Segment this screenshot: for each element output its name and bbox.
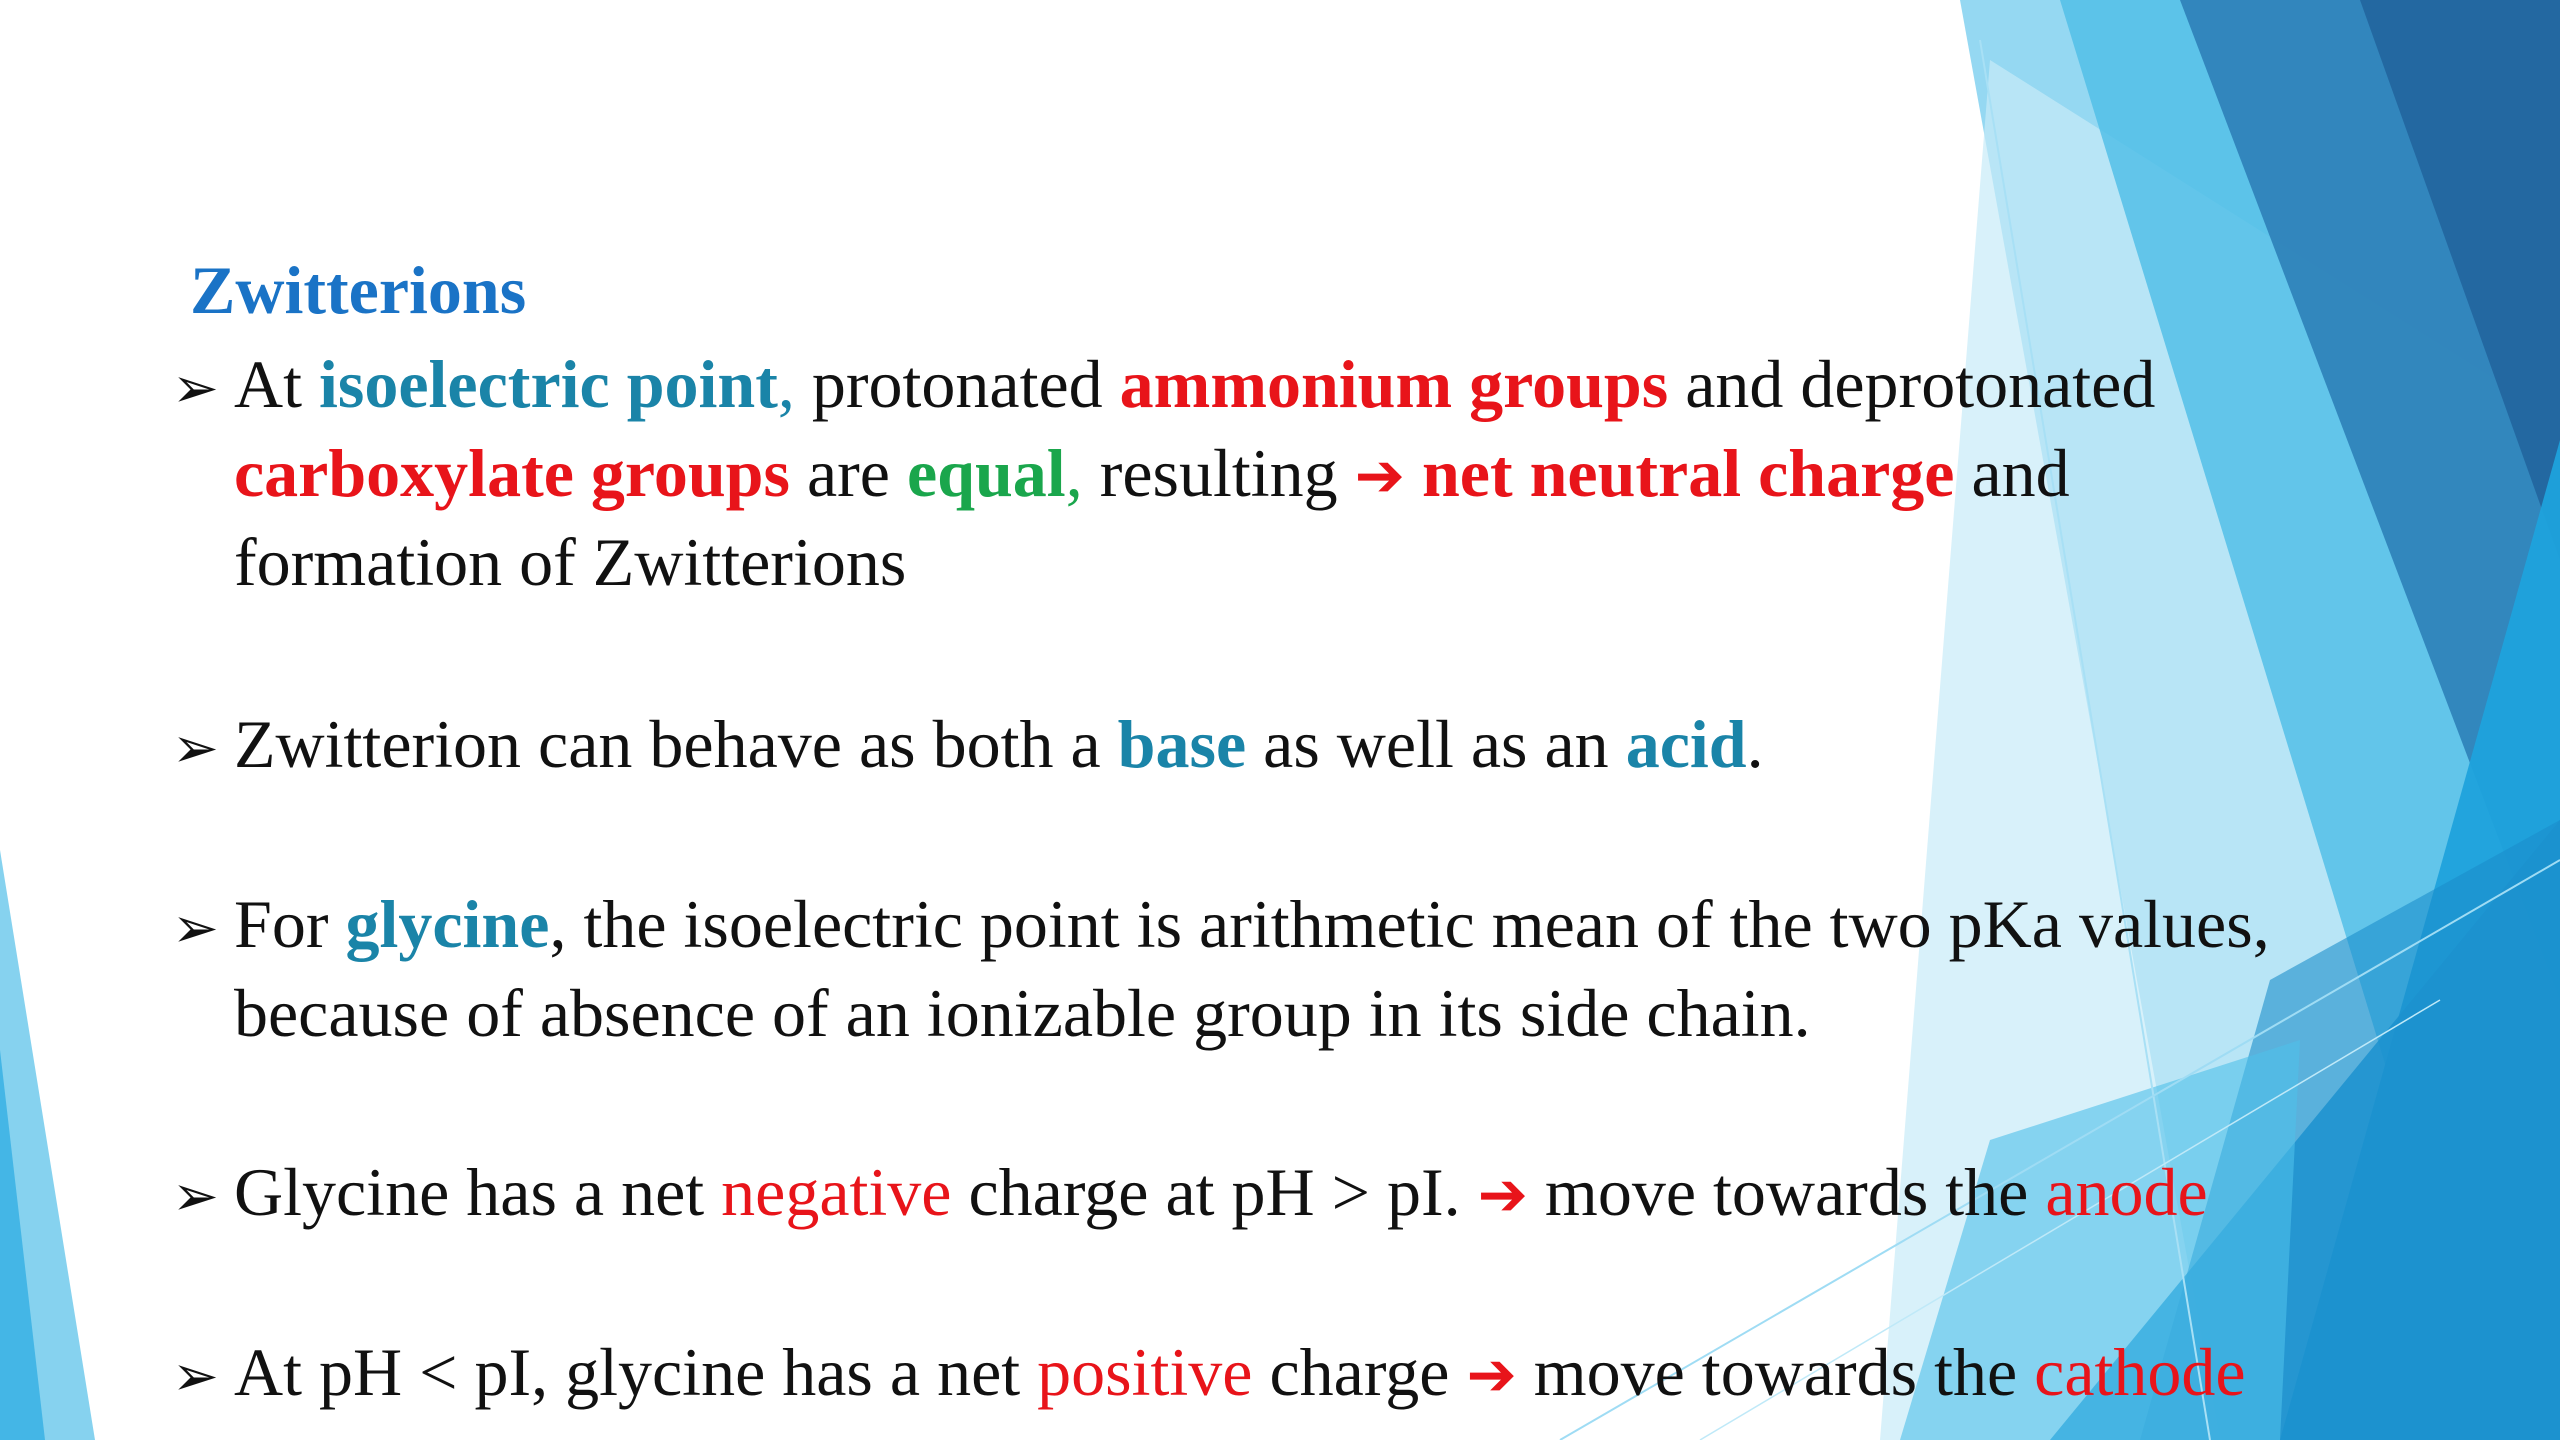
text-segment: and: [1954, 435, 2070, 511]
bullet-line: [172, 700, 1764, 789]
text-segment: and deprotonated: [1668, 346, 2156, 422]
bullet-line: [172, 518, 2155, 607]
bullet-point: [172, 340, 2155, 607]
text-segment: For: [234, 886, 346, 962]
bullet-point: [172, 700, 1764, 789]
text-segment: move towards the: [1516, 1334, 2035, 1410]
bullet-arrow-icon: ➢: [172, 356, 219, 421]
right-arrow-icon: ➔: [1477, 1160, 1528, 1230]
text-segment: At pH < pI, glycine has a net: [234, 1334, 1038, 1410]
slide-heading: Zwitterions: [190, 252, 527, 328]
highlighted-term: positive: [1037, 1334, 1253, 1410]
highlighted-term: negative: [721, 1154, 952, 1230]
highlighted-term: isoelectric point: [319, 346, 778, 422]
text-segment: move towards the: [1527, 1154, 2046, 1230]
highlighted-term: glycine: [345, 886, 550, 962]
text-segment: , the isoelectric point is arithmetic mean of the two pKa values,: [549, 886, 2270, 962]
text-segment: charge at pH > pI.: [951, 1154, 1478, 1230]
bullet-point: [172, 1148, 2208, 1237]
highlighted-term: anode: [2045, 1154, 2208, 1230]
bullet-line: [172, 880, 2270, 969]
bullet-line: [172, 1328, 2246, 1417]
text-segment: resulting: [1082, 435, 1355, 511]
text-segment: At: [234, 346, 319, 422]
highlighted-term: ,: [1065, 435, 1083, 511]
text-segment: .: [1746, 706, 1764, 782]
text-segment: as well as an: [1246, 706, 1626, 782]
text-segment: because of absence of an ionizable group in its side chain.: [234, 975, 1811, 1051]
bullet-arrow-icon: ➢: [172, 1344, 219, 1409]
text-segment: formation of Zwitterions: [234, 524, 907, 600]
text-segment: charge: [1252, 1334, 1467, 1410]
highlighted-term: carboxylate groups: [234, 435, 790, 511]
highlighted-term: equal: [906, 435, 1066, 511]
highlighted-term: cathode: [2034, 1334, 2246, 1410]
highlighted-term: ,: [777, 346, 795, 422]
text-segment: protonated: [794, 346, 1120, 422]
text-segment: [1405, 435, 1422, 511]
highlighted-term: base: [1117, 706, 1247, 782]
highlighted-term: ammonium groups: [1119, 346, 1669, 422]
bullet-line: [172, 1148, 2208, 1237]
text-segment: Zwitterion can behave as both a: [234, 706, 1118, 782]
bullet-line: [172, 429, 2155, 518]
text-segment: Glycine has a net: [234, 1154, 722, 1230]
bullet-arrow-icon: ➢: [172, 716, 219, 781]
bullet-arrow-icon: ➢: [172, 1164, 219, 1229]
bullet-point: [172, 880, 2270, 1058]
bullet-line: [172, 969, 2270, 1058]
highlighted-term: net neutral charge: [1421, 435, 1955, 511]
right-arrow-icon: ➔: [1354, 441, 1405, 511]
text-segment: are: [789, 435, 907, 511]
bullet-point: [172, 1328, 2246, 1417]
bullet-arrow-icon: ➢: [172, 896, 219, 961]
right-arrow-icon: ➔: [1466, 1340, 1517, 1410]
bullet-line: [172, 340, 2155, 429]
highlighted-term: acid: [1625, 706, 1747, 782]
